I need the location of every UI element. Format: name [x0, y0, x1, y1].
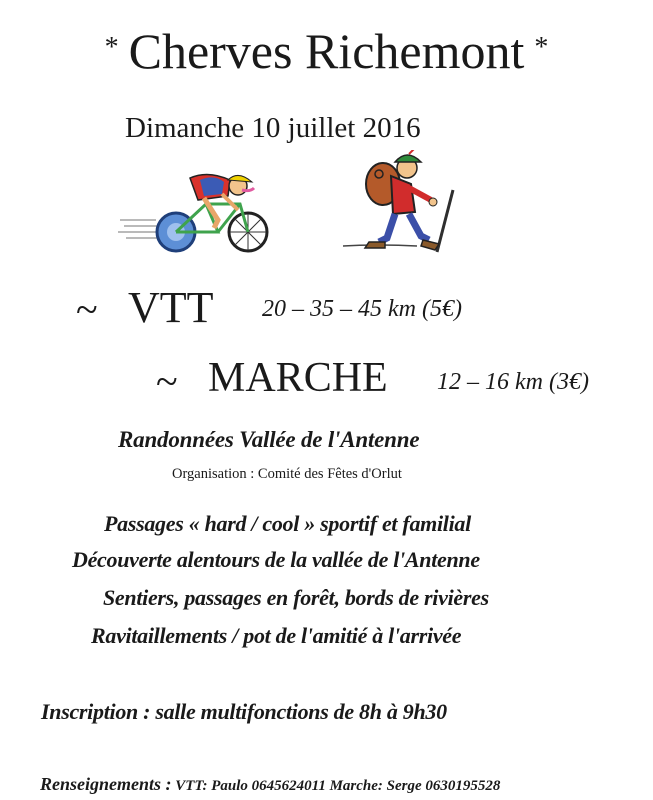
feature-line: Sentiers, passages en forêt, bords de rivières	[103, 585, 489, 610]
marche-tilde: ~	[156, 359, 178, 404]
renseignements-contacts: VTT: Paulo 0645624011 Marche: Serge 0630195528	[175, 778, 501, 794]
poster-title: Cherves Richemont	[128, 23, 525, 79]
renseignements-line	[40, 774, 500, 795]
hiker-illustration	[335, 150, 465, 258]
renseignements-label: Renseignements :	[40, 774, 172, 794]
marche-label: MARCHE	[208, 355, 388, 401]
vtt-distances-price: 20 – 35 – 45 km (5€)	[262, 296, 462, 322]
cyclist-illustration	[118, 166, 276, 256]
poster-title-row	[0, 22, 653, 80]
vtt-label: VTT	[128, 283, 214, 332]
event-date: Dimanche 10 juillet 2016	[125, 112, 421, 144]
feature-line: Ravitaillements / pot de l'amitié à l'arrivée	[91, 623, 462, 648]
title-star-right: *	[534, 32, 549, 63]
inscription-line: Inscription : salle multifonctions de 8h à 9h30	[41, 699, 447, 724]
randonnees-heading: Randonnées Vallée de l'Antenne	[118, 427, 420, 452]
title-star-left: *	[104, 32, 119, 63]
feature-line: Passages « hard / cool » sportif et familial	[104, 511, 471, 536]
marche-distances-price: 12 – 16 km (3€)	[437, 369, 589, 395]
organisation-line: Organisation : Comité des Fêtes d'Orlut	[172, 466, 402, 482]
feature-line: Découverte alentours de la vallée de l'Antenne	[72, 547, 480, 572]
vtt-tilde: ~	[76, 287, 98, 332]
